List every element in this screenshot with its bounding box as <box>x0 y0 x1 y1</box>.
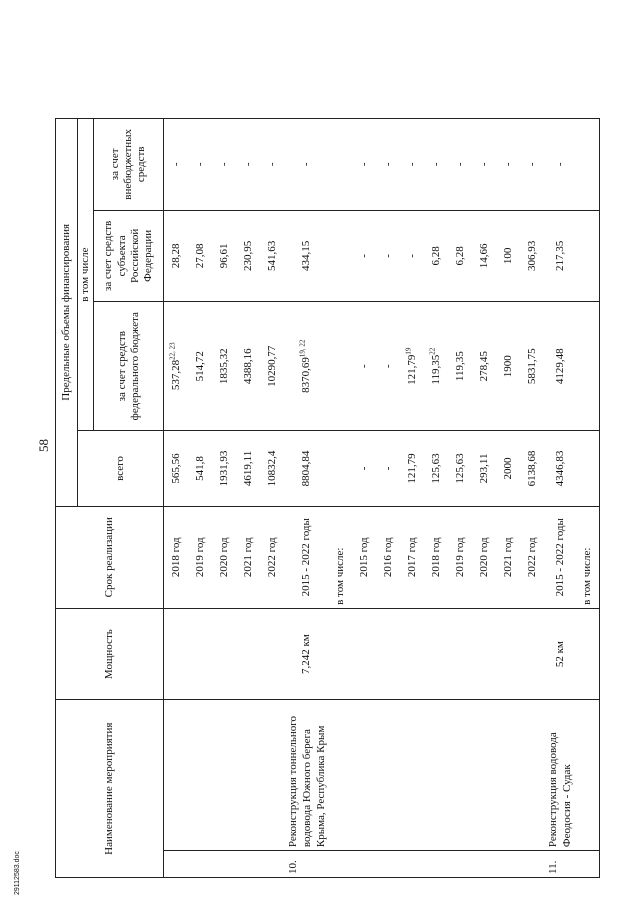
row-period: 2017 год <box>400 506 424 608</box>
table-row <box>496 119 520 878</box>
table-row <box>400 119 424 878</box>
row-period: 2021 год <box>236 506 260 608</box>
row-period: 2015 год <box>352 506 376 608</box>
header-federal-budget: за счет средств федерального бюджета <box>94 302 164 431</box>
row-total: 6138,68 <box>520 431 544 506</box>
row-name <box>376 700 400 851</box>
table-row <box>575 119 600 878</box>
row-regional: - <box>352 210 376 302</box>
row-federal: 5831,75 <box>520 302 544 431</box>
row-federal: 514,72 <box>188 302 212 431</box>
row-name <box>352 700 376 851</box>
row-regional <box>575 210 600 302</box>
row-total: 4619,11 <box>236 431 260 506</box>
footnote-ref: 19, 22 <box>298 339 307 358</box>
table-row <box>284 119 328 878</box>
row-federal: 8370,69$^{19, 22}$ <box>284 302 328 431</box>
row-capacity <box>376 608 400 700</box>
row-period: 2018 год <box>424 506 448 608</box>
row-number <box>472 851 496 878</box>
row-number <box>520 851 544 878</box>
row-name <box>260 700 284 851</box>
row-capacity <box>352 608 376 700</box>
rotated-table-container <box>55 118 600 878</box>
row-period: 2015 - 2022 годы <box>284 506 328 608</box>
row-federal: 4388,16 <box>236 302 260 431</box>
row-extrabudget: - <box>352 119 376 211</box>
row-period: 2022 год <box>260 506 284 608</box>
row-federal: 537,28$^{22, 23}$ <box>164 302 189 431</box>
row-regional: 28,28 <box>164 210 189 302</box>
row-capacity <box>260 608 284 700</box>
row-federal: 1900 <box>496 302 520 431</box>
row-number <box>496 851 520 878</box>
row-extrabudget: - <box>188 119 212 211</box>
row-total: 125,63 <box>424 431 448 506</box>
row-total: - <box>376 431 400 506</box>
row-capacity <box>520 608 544 700</box>
row-total: 125,63 <box>448 431 472 506</box>
row-period: 2020 год <box>472 506 496 608</box>
row-number <box>352 851 376 878</box>
row-total <box>328 431 352 506</box>
row-name <box>212 700 236 851</box>
row-number <box>400 851 424 878</box>
row-total <box>575 431 600 506</box>
table-body <box>164 119 600 878</box>
financing-table <box>55 118 600 878</box>
row-name: Реконструкция водовода Феодосия - Судак <box>544 700 575 851</box>
row-number <box>164 851 189 878</box>
row-federal: 119,35 <box>448 302 472 431</box>
row-name <box>575 700 600 851</box>
header-name: Наименование мероприятия <box>56 700 164 878</box>
row-period: 2019 год <box>448 506 472 608</box>
row-capacity <box>164 608 189 700</box>
row-period: 2018 год <box>164 506 189 608</box>
row-extrabudget: - <box>400 119 424 211</box>
row-federal: 119,35$^{22}$ <box>424 302 448 431</box>
row-total: 10832,4 <box>260 431 284 506</box>
row-number <box>376 851 400 878</box>
row-name <box>496 700 520 851</box>
row-period: в том числе: <box>328 506 352 608</box>
row-extrabudget: - <box>164 119 189 211</box>
row-extrabudget: - <box>284 119 328 211</box>
row-extrabudget: - <box>212 119 236 211</box>
row-number: 11. <box>544 851 575 878</box>
row-total: 8804,84 <box>284 431 328 506</box>
row-capacity <box>424 608 448 700</box>
row-regional: - <box>376 210 400 302</box>
row-name <box>472 700 496 851</box>
row-capacity <box>496 608 520 700</box>
row-regional: 230,95 <box>236 210 260 302</box>
table-row <box>212 119 236 878</box>
row-federal: 278,45 <box>472 302 496 431</box>
row-extrabudget: - <box>376 119 400 211</box>
row-federal <box>575 302 600 431</box>
table-row <box>260 119 284 878</box>
row-capacity <box>575 608 600 700</box>
header-financing-limits: Предельные объемы финансирования <box>56 119 78 507</box>
table-row <box>236 119 260 878</box>
row-number <box>212 851 236 878</box>
row-period: 2016 год <box>376 506 400 608</box>
row-federal: - <box>376 302 400 431</box>
row-total: 541,8 <box>188 431 212 506</box>
header-period: Срок реализации <box>56 506 164 608</box>
row-number: 10. <box>284 851 328 878</box>
row-extrabudget: - <box>496 119 520 211</box>
header-including: в том числе <box>78 119 94 431</box>
table-header <box>56 119 164 878</box>
footnote-ref: 19 <box>404 347 413 355</box>
table-row <box>164 119 189 878</box>
header-regional-budget: за счет средств субъекта Российской Федерации <box>94 210 164 302</box>
row-capacity <box>472 608 496 700</box>
row-total: 293,11 <box>472 431 496 506</box>
row-extrabudget: - <box>424 119 448 211</box>
row-regional: 541,63 <box>260 210 284 302</box>
footnote-ref: 22, 23 <box>168 342 177 360</box>
row-number <box>575 851 600 878</box>
table-row <box>328 119 352 878</box>
header-total: всего <box>78 431 164 506</box>
row-federal: 1835,32 <box>212 302 236 431</box>
row-regional: 14,66 <box>472 210 496 302</box>
row-total: 4346,83 <box>544 431 575 506</box>
header-extrabudgetary: за счет внебюджетных средств <box>94 119 164 211</box>
footnote-ref: 22 <box>428 347 437 355</box>
row-name <box>164 700 189 851</box>
row-extrabudget <box>328 119 352 211</box>
row-regional: 434,15 <box>284 210 328 302</box>
row-period: 2019 год <box>188 506 212 608</box>
row-extrabudget: - <box>260 119 284 211</box>
row-name: Реконструкция тоннельного водовода Южного берега Крыма, Республика Крым <box>284 700 328 851</box>
row-regional: 306,93 <box>520 210 544 302</box>
header-capacity: Мощность <box>56 608 164 700</box>
row-number <box>328 851 352 878</box>
row-capacity: 7,242 км <box>284 608 328 700</box>
row-number <box>236 851 260 878</box>
row-period: 2020 год <box>212 506 236 608</box>
row-capacity <box>188 608 212 700</box>
row-name <box>520 700 544 851</box>
row-period: 2022 год <box>520 506 544 608</box>
row-number <box>448 851 472 878</box>
row-regional: 6,28 <box>448 210 472 302</box>
row-regional: 27,08 <box>188 210 212 302</box>
row-extrabudget <box>575 119 600 211</box>
footer-filename: 29112583.doc <box>14 851 21 895</box>
row-number <box>424 851 448 878</box>
row-total: 1931,93 <box>212 431 236 506</box>
row-regional: 96,61 <box>212 210 236 302</box>
row-capacity <box>448 608 472 700</box>
row-total: 121,79 <box>400 431 424 506</box>
row-regional: 217,35 <box>544 210 575 302</box>
row-period: 2015 - 2022 годы <box>544 506 575 608</box>
row-capacity <box>212 608 236 700</box>
table-row <box>448 119 472 878</box>
row-regional: 100 <box>496 210 520 302</box>
row-period: 2021 год <box>496 506 520 608</box>
table-row <box>424 119 448 878</box>
row-name <box>448 700 472 851</box>
row-federal <box>328 302 352 431</box>
row-total: 565,56 <box>164 431 189 506</box>
row-federal: 121,79$^{19}$ <box>400 302 424 431</box>
row-extrabudget: - <box>472 119 496 211</box>
row-capacity <box>236 608 260 700</box>
table-row <box>544 119 575 878</box>
row-number <box>188 851 212 878</box>
row-extrabudget: - <box>236 119 260 211</box>
row-total: 2000 <box>496 431 520 506</box>
row-capacity <box>328 608 352 700</box>
row-period: в том числе: <box>575 506 600 608</box>
row-federal: - <box>352 302 376 431</box>
table-row <box>520 119 544 878</box>
row-name <box>236 700 260 851</box>
row-regional: - <box>400 210 424 302</box>
row-extrabudget: - <box>448 119 472 211</box>
row-capacity: 52 км <box>544 608 575 700</box>
row-federal: 4129,48 <box>544 302 575 431</box>
table-row <box>376 119 400 878</box>
row-number <box>260 851 284 878</box>
table-row <box>352 119 376 878</box>
row-extrabudget: - <box>544 119 575 211</box>
table-row <box>188 119 212 878</box>
page-number: 58 <box>36 439 51 452</box>
table-row <box>472 119 496 878</box>
row-capacity <box>400 608 424 700</box>
row-extrabudget: - <box>520 119 544 211</box>
row-name <box>400 700 424 851</box>
row-name <box>188 700 212 851</box>
row-total: - <box>352 431 376 506</box>
row-regional <box>328 210 352 302</box>
row-federal: 10290,77 <box>260 302 284 431</box>
row-name <box>328 700 352 851</box>
row-name <box>424 700 448 851</box>
row-regional: 6,28 <box>424 210 448 302</box>
